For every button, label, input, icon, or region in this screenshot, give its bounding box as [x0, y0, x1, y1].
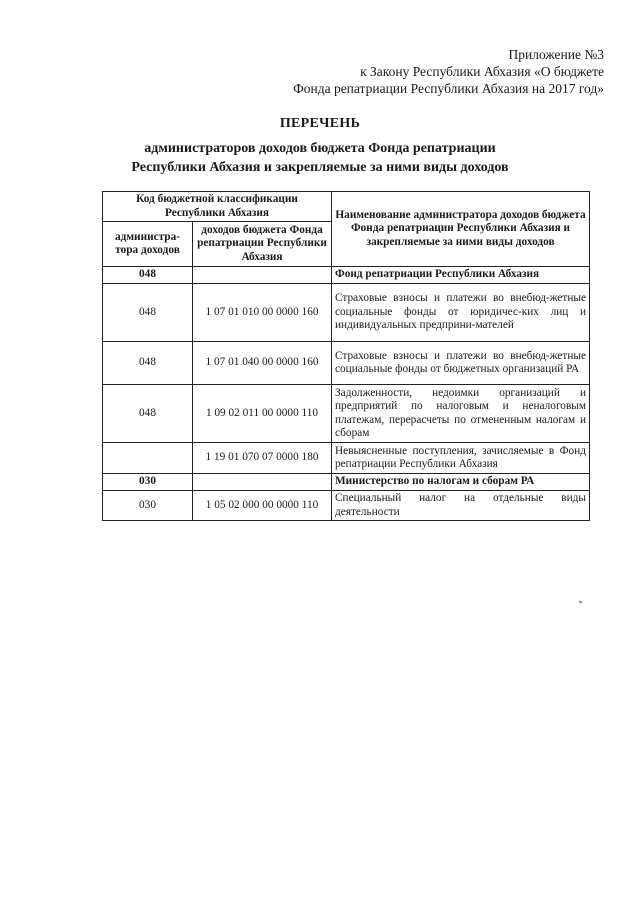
table-row: [103, 385, 590, 443]
document-title: ПЕРЕЧЕНЬ: [279, 116, 361, 131]
scan-speck: [579, 600, 583, 603]
admin-code-cell: 048: [103, 385, 193, 443]
subtitle-line-1: администраторов доходов бюджета Фонда репатриации: [144, 141, 496, 156]
income-code-cell: 1 07 01 010 00 0000 160: [193, 284, 332, 342]
table-row: [103, 284, 590, 342]
header-administrator-code: администра-тора доходов: [103, 222, 193, 267]
income-code-cell: [193, 267, 332, 284]
admin-code-cell: 048: [103, 342, 193, 385]
admin-code-cell: 048: [103, 267, 193, 284]
annex-reference: [293, 46, 604, 97]
admin-code-cell: [103, 443, 193, 474]
header-income-code: доходов бюджета Фонда репатриации Республики Абхазия: [193, 222, 332, 267]
name-cell: Страховые взносы и платежи во внебюд-жетные социальные фонды от бюджетных организаций РА: [332, 342, 590, 385]
admin-code-cell: 030: [103, 474, 193, 491]
document-subtitle: [0, 139, 640, 177]
table-row-group-048: [103, 267, 590, 284]
table-row: [103, 443, 590, 474]
name-cell: Задолженности, недоимки организаций и предприятий по налоговым и неналоговым платежам, перерасчеты по отмененным налогам и сборам: [332, 385, 590, 443]
income-code-cell: [193, 474, 332, 491]
income-code-cell: 1 19 01 070 07 0000 180: [193, 443, 332, 474]
annex-law-reference: к Закону Республики Абхазия «О бюджете: [360, 64, 604, 79]
table-row: [103, 491, 590, 521]
income-code-cell: 1 05 02 000 00 0000 110: [193, 491, 332, 521]
income-code-cell: 1 07 01 040 00 0000 160: [193, 342, 332, 385]
name-cell: Министерство по налогам и сборам РА: [332, 474, 590, 491]
admin-code-cell: 048: [103, 284, 193, 342]
name-cell: Фонд репатриации Республики Абхазия: [332, 267, 590, 284]
name-cell: Страховые взносы и платежи во внебюд-жетные социальные фонды от юридичес-ких лиц и индивидуальных предприни-мателей: [332, 284, 590, 342]
subtitle-line-2: Республики Абхазия и закрепляемые за ними виды доходов: [131, 160, 509, 175]
name-cell: Специальный налог на отдельные виды деятельности: [332, 491, 590, 521]
admin-code-cell: 030: [103, 491, 193, 521]
income-code-cell: 1 09 02 011 00 0000 110: [193, 385, 332, 443]
name-cell: Невыясненные поступления, зачисляемые в Фонд репатриации Республики Абхазия: [332, 443, 590, 474]
administrators-table: [102, 191, 590, 521]
annex-number: Приложение №3: [508, 47, 604, 62]
header-administrator-name: Наименование администратора доходов бюджета Фонда репатриации Республики Абхазия и закрепляемые за ними виды доходов: [332, 192, 590, 267]
table-header-row: [103, 192, 590, 222]
header-budget-classification-code: Код бюджетной классификации Республики Абхазия: [103, 192, 332, 222]
table-row-group-030: [103, 474, 590, 491]
table-row: [103, 342, 590, 385]
annex-law-title: Фонда репатриации Республики Абхазия на 2017 год»: [293, 81, 604, 96]
